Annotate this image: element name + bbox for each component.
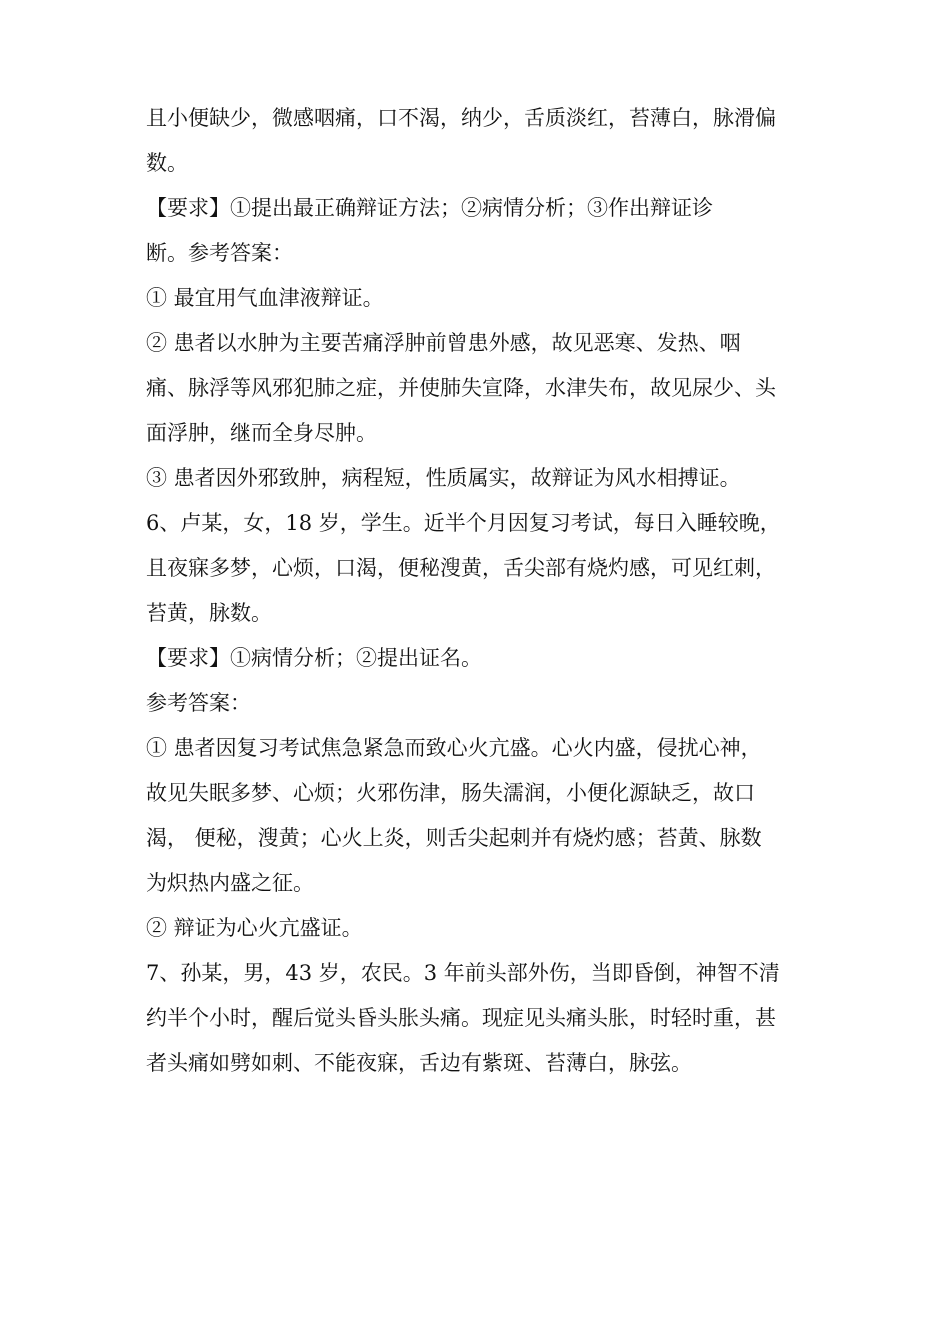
text-line: 且小便缺少，微感咽痛，口不渴，纳少，舌质淡红，苔薄白，脉滑偏 (146, 106, 776, 130)
text-line: 断。参考答案： (146, 241, 293, 265)
text-line: 渴， 便秘，溲黄；心火上炎，则舌尖起刺并有烧灼感；苔黄、脉数 (146, 826, 762, 850)
text-line: ② 辩证为心火亢盛证。 (146, 916, 363, 940)
document-body (146, 96, 818, 1086)
text-line: 故见失眠多梦、心烦；火邪伤津，肠失濡润，小便化源缺乏，故口 (146, 781, 755, 805)
text-line: 约半个小时，醒后觉头昏头胀头痛。现症见头痛头胀，时轻时重，甚 (146, 1006, 776, 1030)
text-line: 面浮肿，继而全身尽肿。 (146, 421, 377, 445)
text-line: 者头痛如劈如刺、不能夜寐，舌边有紫斑、苔薄白，脉弦。 (146, 1051, 692, 1075)
text-line: ① 最宜用气血津液辩证。 (146, 286, 384, 310)
text-line: ② 患者以水肿为主要苦痛浮肿前曾患外感，故见恶寒、发热、咽 (146, 331, 741, 355)
text-line: 苔黄，脉数。 (146, 601, 272, 625)
text-line: 数。 (146, 151, 188, 175)
text-line: 6、卢某，女，18 岁，学生。近半个月因复习考试，每日入睡较晚， (146, 511, 781, 535)
text-line: 7、孙某，男，43 岁，农民。3 年前头部外伤，当即昏倒，神智不清 (146, 961, 780, 985)
text-line: 且夜寐多梦，心烦，口渴，便秘溲黄，舌尖部有烧灼感，可见红刺， (146, 556, 776, 580)
text-line: ① 患者因复习考试焦急紧急而致心火亢盛。心火内盛，侵扰心神， (146, 736, 762, 760)
text-line: 痛、脉浮等风邪犯肺之症，并使肺失宣降，水津失布，故见尿少、头 (146, 376, 776, 400)
text-line: 参考答案： (146, 691, 251, 715)
text-line: 【要求】①提出最正确辩证方法；②病情分析；③作出辩证诊 (146, 196, 713, 220)
text-line: ③ 患者因外邪致肿，病程短，性质属实，故辩证为风水相搏证。 (146, 466, 741, 490)
text-line: 为炽热内盛之征。 (146, 871, 314, 895)
text-line: 【要求】①病情分析；②提出证名。 (146, 646, 482, 670)
